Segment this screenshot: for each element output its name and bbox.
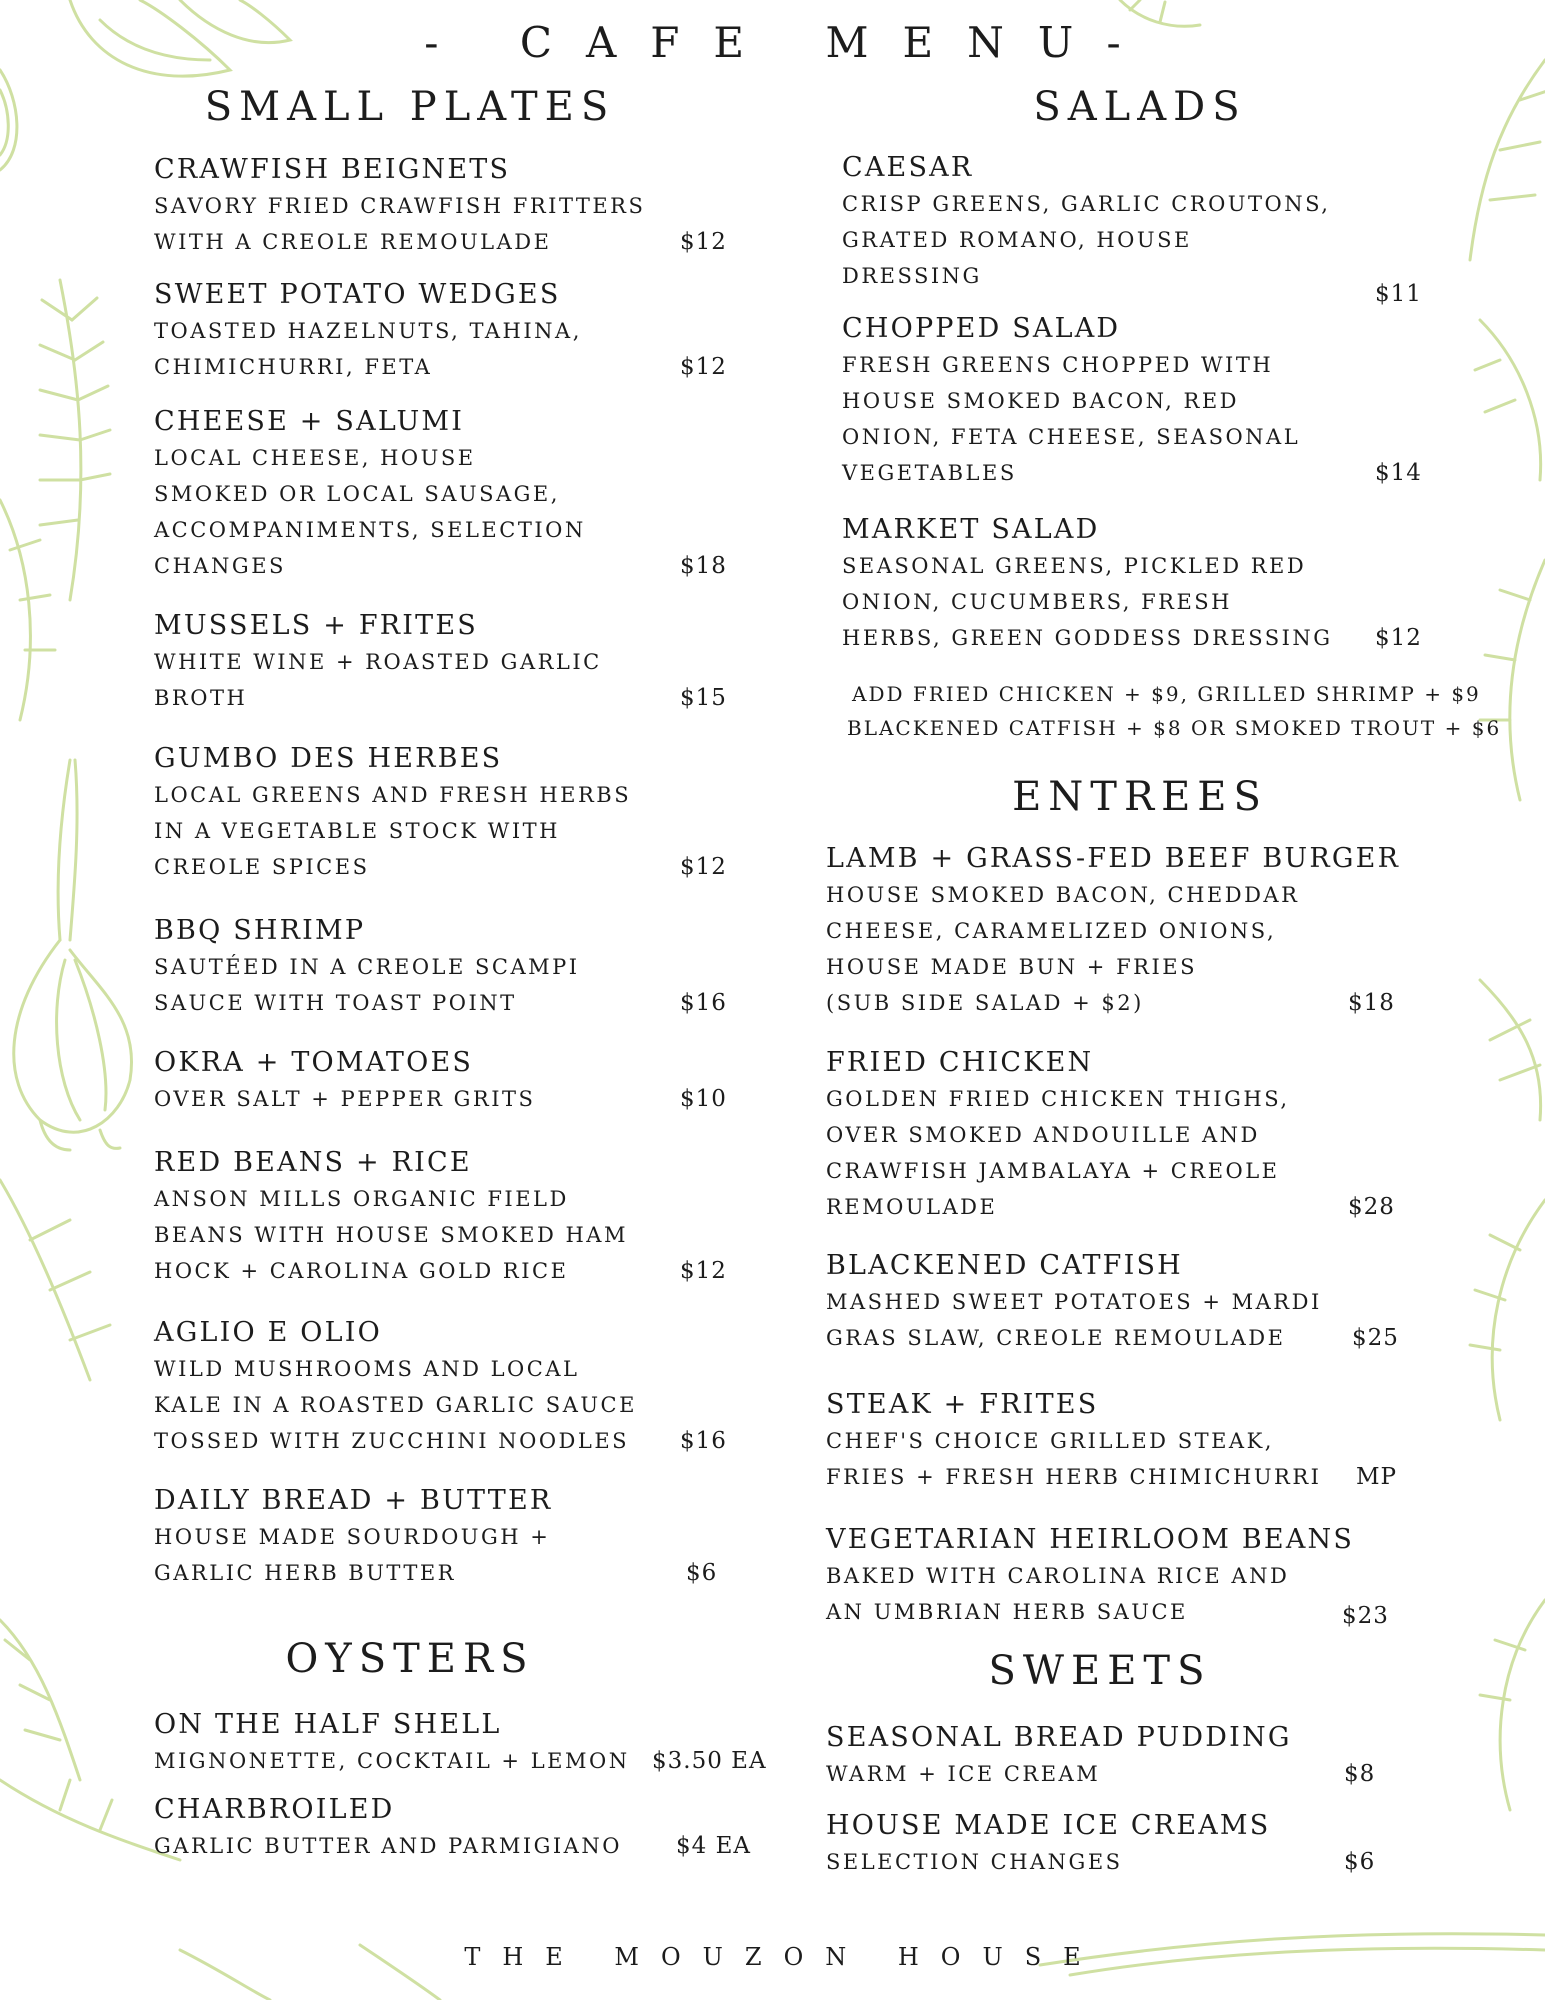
item-price: $12 (680, 229, 727, 255)
item-name: LAMB + GRASS-FED BEEF BURGER (826, 843, 1401, 874)
item-description: ANSON MILLS ORGANIC FIELD BEANS WITH HOUSE SMOKED HAM HOCK + CAROLINA GOLD RICE (154, 1187, 628, 1283)
item-name: RED BEANS + RICE (154, 1147, 472, 1178)
menu-item (154, 152, 794, 260)
item-price: $11 (1375, 281, 1422, 307)
item-price: MP (1356, 1464, 1398, 1490)
menu-item (826, 1720, 1466, 1792)
menu-item (826, 1522, 1466, 1630)
item-name: VEGETARIAN HEIRLOOM BEANS (826, 1524, 1355, 1555)
menu-item (154, 1315, 794, 1459)
item-description: MASHED SWEET POTATOES + MARDI GRAS SLAW, CREOLE REMOULADE (826, 1290, 1322, 1350)
item-description: SELECTION CHANGES (826, 1850, 1123, 1874)
item-price: $18 (1348, 990, 1395, 1016)
section-title-salads: SALADS (1033, 84, 1247, 130)
section-title-sweets: SWEETS (988, 1648, 1212, 1694)
item-price: $10 (680, 1086, 727, 1112)
item-name: MARKET SALAD (842, 514, 1100, 545)
item-price: $15 (680, 685, 727, 711)
item-name: DAILY BREAD + BUTTER (154, 1485, 553, 1516)
item-price: $6 (686, 1560, 718, 1586)
item-description: CHEF'S CHOICE GRILLED STEAK, FRIES + FRESH HERB CHIMICHURRI (826, 1429, 1322, 1489)
menu-item (842, 512, 1482, 656)
menu-item (154, 1145, 794, 1289)
item-price: $12 (680, 354, 727, 380)
addon-line: ADD FRIED CHICKEN + $9, GRILLED SHRIMP + $9 (852, 682, 1481, 706)
item-description: LOCAL CHEESE, HOUSE SMOKED OR LOCAL SAUSAGE, ACCOMPANIMENTS, SELECTION CHANGES (154, 446, 586, 578)
item-name: BLACKENED CATFISH (826, 1250, 1183, 1281)
item-description: GOLDEN FRIED CHICKEN THIGHS, OVER SMOKED ANDOUILLE AND CRAWFISH JAMBALAYA + CREOLE REMOULADE (826, 1087, 1290, 1219)
item-description: TOASTED HAZELNUTS, TAHINA, CHIMICHURRI, FETA (154, 319, 582, 379)
menu-item (154, 1045, 794, 1117)
item-price: $6 (1344, 1849, 1376, 1875)
item-description: HOUSE SMOKED BACON, CHEDDAR CHEESE, CARAMELIZED ONIONS, HOUSE MADE BUN + FRIES (SUB SIDE SALAD + $2) (826, 883, 1300, 1015)
item-name: GUMBO DES HERBES (154, 743, 503, 774)
item-description: FRESH GREENS CHOPPED WITH HOUSE SMOKED BACON, RED ONION, FETA CHEESE, SEASONAL VEGETABLES (842, 353, 1301, 485)
item-price: $16 (680, 1428, 727, 1454)
menu-item (154, 277, 794, 385)
item-price: $14 (1375, 460, 1422, 486)
item-price: $8 (1344, 1761, 1376, 1787)
item-description: WILD MUSHROOMS AND LOCAL KALE IN A ROASTED GARLIC SAUCE TOSSED WITH ZUCCHINI NOODLES (154, 1357, 637, 1453)
salad-addons (842, 677, 1501, 745)
menu-item (154, 608, 794, 716)
item-name: AGLIO E OLIO (154, 1317, 382, 1348)
item-description: HOUSE MADE SOURDOUGH + GARLIC HERB BUTTER (154, 1525, 551, 1585)
item-name: SWEET POTATO WEDGES (154, 279, 561, 310)
item-price: $12 (1375, 625, 1422, 651)
item-name: CHOPPED SALAD (842, 313, 1121, 344)
item-price: $16 (680, 990, 727, 1016)
item-name: CHARBROILED (154, 1794, 395, 1825)
menu-item (826, 1387, 1466, 1495)
menu-item (826, 1248, 1466, 1356)
item-description: WHITE WINE + ROASTED GARLIC BROTH (154, 650, 602, 710)
item-price: $18 (680, 553, 727, 579)
item-price: $23 (1342, 1603, 1389, 1629)
menu-item (154, 1483, 794, 1591)
section-title-oysters: OYSTERS (285, 1636, 535, 1682)
section-title-entrees: ENTREES (1012, 774, 1268, 820)
item-name: STEAK + FRITES (826, 1389, 1099, 1420)
restaurant-name-footer: THE MOUZON HOUSE (464, 1943, 1103, 1971)
menu-item (154, 1707, 794, 1779)
item-name: CHEESE + SALUMI (154, 406, 465, 437)
item-name: MUSSELS + FRITES (154, 610, 478, 641)
item-description: GARLIC BUTTER AND PARMIGIANO (154, 1834, 622, 1858)
item-description: SAVORY FRIED CRAWFISH FRITTERS WITH A CREOLE REMOULADE (154, 194, 646, 254)
item-name: CAESAR (842, 152, 974, 183)
addon-line: BLACKENED CATFISH + $8 OR SMOKED TROUT + $6 (847, 716, 1502, 740)
section-title-small-plates: SMALL PLATES (204, 84, 616, 130)
item-name: BBQ SHRIMP (154, 915, 366, 946)
item-name: HOUSE MADE ICE CREAMS (826, 1810, 1271, 1841)
item-price: $12 (680, 1258, 727, 1284)
item-price: $12 (680, 854, 727, 880)
menu-item (826, 1045, 1466, 1225)
item-description: MIGNONETTE, COCKTAIL + LEMON (154, 1749, 630, 1773)
item-price: $3.50 EA (652, 1748, 767, 1774)
menu-title: - CAFE MENU- (424, 18, 1155, 67)
item-name: CRAWFISH BEIGNETS (154, 154, 511, 185)
menu-item (154, 913, 794, 1021)
item-description: WARM + ICE CREAM (826, 1762, 1101, 1786)
menu-item (842, 150, 1482, 307)
item-description: SEASONAL GREENS, PICKLED RED ONION, CUCUMBERS, FRESH HERBS, GREEN GODDESS DRESSING (842, 554, 1333, 650)
item-name: SEASONAL BREAD PUDDING (826, 1722, 1292, 1753)
menu-item (826, 841, 1466, 1021)
item-description: LOCAL GREENS AND FRESH HERBS IN A VEGETABLE STOCK WITH CREOLE SPICES (154, 783, 632, 879)
item-name: FRIED CHICKEN (826, 1047, 1094, 1078)
item-price: $4 EA (676, 1833, 751, 1859)
item-description: BAKED WITH CAROLINA RICE AND AN UMBRIAN HERB SAUCE (826, 1564, 1290, 1624)
item-description: CRISP GREENS, GARLIC CROUTONS, GRATED ROMANO, HOUSE DRESSING (842, 192, 1331, 288)
item-name: ON THE HALF SHELL (154, 1709, 502, 1740)
menu-item (154, 741, 794, 885)
item-description: OVER SALT + PEPPER GRITS (154, 1087, 536, 1111)
item-name: OKRA + TOMATOES (154, 1047, 474, 1078)
item-price: $25 (1352, 1325, 1399, 1351)
menu-item (154, 404, 794, 584)
menu-item (826, 1808, 1466, 1880)
item-price: $28 (1348, 1194, 1395, 1220)
item-description: SAUTÉED IN A CREOLE SCAMPI SAUCE WITH TOAST POINT (154, 955, 580, 1015)
menu-item (842, 311, 1482, 491)
menu-item (154, 1792, 794, 1864)
